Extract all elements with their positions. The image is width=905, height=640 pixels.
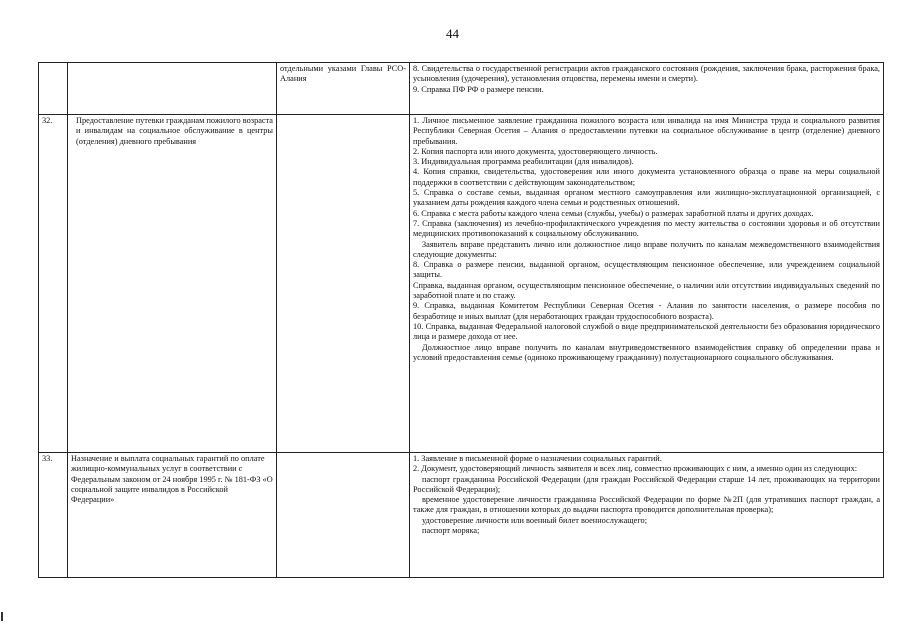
document-item: 7. Справка (заключения) из лечебно-профилактического учреждения по месту жительства о состоянии здоровья и об отсутствии медицинских противопоказаний к социальному обслуживанию. [413, 218, 880, 239]
row-number [39, 63, 68, 115]
document-item: 10. Справка, выданная Федеральной налоговой службой о виде предпринимательской деятельности без образования юридического лица и размере дохода от нее. [413, 321, 880, 342]
service-name: Предоставление путевки гражданам пожилого возраста и инвалидам на социальное обслуживание в центры (отделения) дневного пребывания [68, 115, 277, 453]
document-item: 2. Копия паспорта или иного документа, удостоверяющего личность. [413, 146, 658, 156]
document-item: 3. Индивидуальная программа реабилитации (для инвалидов). [413, 157, 634, 167]
document-item: Справка, выданная органом, осуществляющим пенсионное обеспечение, о наличии или отсутствии индивидуальных сведений по заработной плате и по стажу. [413, 280, 880, 301]
document-item: 2. Документ, удостоверяющий личность заявителя и всех лиц, совместно проживающих с ним, а именно один из следующих: [413, 464, 858, 474]
document-item: 9. Справка ПФ РФ о размере пенсии. [413, 84, 544, 94]
document-note: Должностное лицо вправе получить по каналам внутриведомственного взаимодействия справку об определении права и условий предоставления семье (одиноко проживающему гражданину) полустационарного социального обслуживания. [413, 342, 880, 362]
document-item: паспорт гражданина Российской Федерации (для граждан Российской Федерации старше 14 лет, проживающих на территории Российской Федерации); [413, 474, 880, 494]
document-item: 8. Свидетельства о государственной регистрации актов гражданского состояния (рождения, заключения брака, расторжения брака, усыновления (удочерения), установления отцовства, перемены имени и смерти). [413, 64, 880, 84]
document-item: паспорт моряка; [422, 526, 480, 536]
legal-basis [277, 115, 410, 453]
row-number: 32. [39, 115, 68, 453]
scan-edge-mark [1, 612, 3, 621]
services-table [38, 62, 884, 578]
documents-list [410, 63, 884, 115]
document-item: 4. Копия справки, свидетельства, удостоверения или иного документа установленного образца о праве на меры социальной поддержки в соответствии с действующим законодательством; [413, 167, 880, 187]
page-number: 44 [446, 26, 459, 41]
document-item: 1. Заявление в письменной форме о назначении социальных гарантий. [413, 454, 662, 463]
row-number: 33. [39, 453, 68, 578]
table-row [39, 63, 884, 115]
service-name: Назначение и выплата социальных гарантий по оплате жилищно-коммунальных услуг в соответствии с Федеральным законом от 24 ноября 1995 г. № 181-ФЗ «О социальной защите инвалидов в Российской Федерации» [68, 453, 277, 578]
table-row [39, 115, 884, 453]
service-name [68, 63, 277, 115]
document-item: 8. Справка о размере пенсии, выданной органом, осуществляющим пенсионное обеспечение, или учреждением социальной защиты. [413, 260, 880, 280]
documents-list [410, 115, 884, 453]
documents-list [410, 453, 884, 578]
document-item: удостоверение личности или военный билет военнослужащего; [422, 515, 648, 525]
table-row [39, 453, 884, 578]
legal-basis: отдельными указами Главы РСО-Алания [277, 63, 410, 115]
document-item: временное удостоверение личности гражданина Российской Федерации по форме №2П (для утративших паспорт граждан, а также для граждан, в отношении которых до выдачи паспорта проводится дополнительная проверка); [413, 495, 880, 515]
document-item: 1. Личное письменное заявление гражданина пожилого возраста или инвалида на имя Министра труда и социального развития Республики Северная Осетия – Алания о предоставлении путевки на социальное обслуживание в центр (отделение) дневного пребывания. [413, 116, 880, 146]
document-item: 6. Справка с места работы каждого члена семьи (службы, учебы) о размерах заработной платы и других доходах. [413, 208, 814, 218]
legal-basis [277, 453, 410, 578]
document-item: 9. Справка, выданная Комитетом Республики Северная Осетия - Алания по занятости населения, о размере пособия по безработице и иных выплат (для неработающих граждан трудоспособного возраста). [413, 301, 880, 321]
document-note: Заявитель вправе представить лично или должностное лицо вправе получить по каналам межведомственного взаимодействия следующие документы: [413, 239, 880, 259]
document-item: 5. Справка о составе семьи, выданная органом местного самоуправления или жилищно-эксплуатационной организацией, с указанием даты рождения каждого члена семьи и родственных отношений. [413, 188, 880, 208]
